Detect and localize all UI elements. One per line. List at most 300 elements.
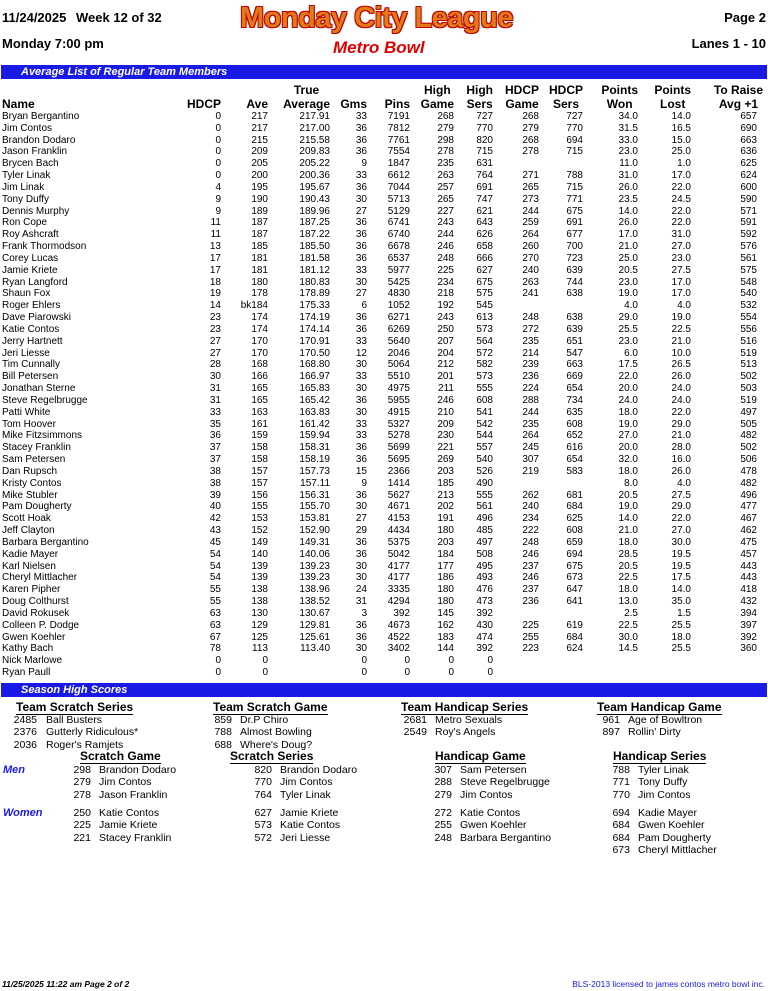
cell-high-series: 544 bbox=[476, 430, 493, 442]
cell-points-lost: 23.0 bbox=[671, 252, 691, 264]
table-row bbox=[0, 288, 768, 300]
cell-pins: 3335 bbox=[387, 584, 410, 596]
table-row bbox=[0, 336, 768, 348]
cell-name: Pam Dougherty bbox=[2, 501, 72, 513]
cell-points-lost: 10.0 bbox=[671, 347, 691, 359]
cell-games: 36 bbox=[355, 229, 367, 241]
cell-high-series: 476 bbox=[476, 584, 493, 596]
cell-pins: 4153 bbox=[387, 513, 410, 525]
team-handicap-series-heading: Team Handicap Series bbox=[401, 700, 529, 714]
cell-hdcp-game: 244 bbox=[522, 406, 539, 418]
cell-pins: 5627 bbox=[387, 489, 410, 501]
cell-points-won: 8.0 bbox=[624, 477, 638, 489]
cell-pins: 2366 bbox=[387, 465, 410, 477]
cell-hdcp-game: 260 bbox=[522, 241, 539, 253]
table-row bbox=[0, 561, 768, 573]
cell-ave: 139 bbox=[251, 572, 268, 584]
cell-hdcp: 45 bbox=[209, 536, 221, 548]
cell-points-won: 6.0 bbox=[624, 347, 638, 359]
cell-pins: 0 bbox=[404, 667, 410, 678]
cell-points-lost: 19.5 bbox=[671, 548, 691, 560]
cell-games: 36 bbox=[355, 217, 367, 229]
cell-name: Tyler Linak bbox=[2, 170, 51, 182]
cell-high-series: 573 bbox=[476, 323, 493, 335]
season-section-title: Season High Scores bbox=[21, 684, 128, 696]
cell-points-won: 25.0 bbox=[618, 252, 638, 264]
cell-ave: 165 bbox=[251, 394, 268, 406]
cell-hdcp: 38 bbox=[209, 477, 221, 489]
score-name: Jamie Kriete bbox=[99, 819, 158, 832]
cell-points-won: 23.0 bbox=[618, 335, 638, 347]
col-header-games: Gms bbox=[340, 97, 367, 111]
cell-games: 36 bbox=[355, 122, 367, 134]
cell-high-game: 210 bbox=[437, 406, 454, 418]
cell-hdcp-series: 624 bbox=[566, 643, 583, 655]
cell-high-series: 496 bbox=[476, 513, 493, 525]
cell-pins: 5510 bbox=[387, 371, 410, 383]
score-value: 298 bbox=[73, 764, 91, 776]
cell-ave: 138 bbox=[251, 584, 268, 596]
cell-pins: 6271 bbox=[387, 312, 410, 324]
table-row bbox=[0, 643, 768, 655]
cell-to-raise: 548 bbox=[740, 276, 757, 288]
cell-hdcp-series: 675 bbox=[566, 560, 583, 572]
col-header-points-lost: Points Lost bbox=[654, 83, 691, 111]
table-row bbox=[0, 324, 768, 336]
cell-hdcp-game: 235 bbox=[522, 418, 539, 430]
cell-true-average: 149.31 bbox=[299, 536, 330, 548]
score-value: 2549 bbox=[403, 726, 427, 739]
cell-points-lost: 22.0 bbox=[671, 205, 691, 217]
cell-points-lost: 18.0 bbox=[671, 631, 691, 643]
cell-true-average: 180.83 bbox=[299, 276, 330, 288]
table-row bbox=[0, 111, 768, 123]
cell-hdcp: 11 bbox=[210, 229, 221, 241]
cell-name: Tom Hoover bbox=[2, 418, 56, 430]
score-name: Almost Bowling bbox=[240, 726, 312, 739]
cell-games: 0 bbox=[361, 655, 367, 667]
cell-hdcp: 37 bbox=[209, 442, 221, 454]
col-header-to-raise: To Raise Avg +1 bbox=[713, 83, 763, 111]
cell-ave: 157 bbox=[251, 465, 268, 477]
cell-games: 33 bbox=[355, 371, 367, 383]
cell-ave: 158 bbox=[251, 442, 268, 454]
cell-to-raise: 503 bbox=[740, 383, 757, 395]
cell-true-average: 190.43 bbox=[299, 193, 330, 205]
score-name: Pam Dougherty bbox=[638, 831, 711, 844]
cell-high-series: 575 bbox=[476, 288, 493, 300]
cell-high-game: 177 bbox=[437, 560, 454, 572]
cell-hdcp-series: 700 bbox=[566, 241, 583, 253]
cell-name: Brandon Dodaro bbox=[2, 134, 76, 146]
cell-high-game: 234 bbox=[437, 276, 454, 288]
cell-games: 9 bbox=[361, 158, 367, 170]
table-row bbox=[0, 655, 768, 667]
cell-games: 30 bbox=[355, 383, 367, 395]
cell-hdcp: 0 bbox=[215, 134, 221, 146]
cell-hdcp-series: 651 bbox=[566, 335, 583, 347]
cell-ave: 149 bbox=[251, 536, 268, 548]
cell-pins: 4177 bbox=[387, 572, 410, 584]
cell-pins: 6269 bbox=[387, 323, 410, 335]
cell-high-game: 243 bbox=[437, 312, 454, 324]
score-value: 2376 bbox=[13, 726, 37, 739]
table-row bbox=[0, 632, 768, 644]
cell-pins: 7761 bbox=[387, 134, 410, 146]
cell-high-game: 212 bbox=[437, 359, 454, 371]
cell-ave: 139 bbox=[251, 560, 268, 572]
cell-pins: 5695 bbox=[387, 454, 410, 466]
cell-high-game: 265 bbox=[437, 193, 454, 205]
cell-games: 30 bbox=[355, 406, 367, 418]
cell-to-raise: 506 bbox=[740, 454, 757, 466]
cell-high-series: 613 bbox=[476, 312, 493, 324]
cell-hdcp-series: 771 bbox=[566, 193, 583, 205]
cell-hdcp-game: 264 bbox=[522, 229, 539, 241]
cell-high-series: 485 bbox=[476, 525, 493, 537]
cell-hdcp-game: 239 bbox=[522, 359, 539, 371]
cell-hdcp-series: 723 bbox=[566, 252, 583, 264]
cell-ave: 158 bbox=[251, 454, 268, 466]
cell-points-won: 17.5 bbox=[618, 359, 638, 371]
cell-name: Bryan Bergantino bbox=[2, 111, 80, 122]
table-row bbox=[0, 371, 768, 383]
cell-hdcp: 63 bbox=[209, 619, 221, 631]
cell-games: 33 bbox=[355, 264, 367, 276]
cell-pins: 1414 bbox=[387, 477, 410, 489]
score-name: Tyler Linak bbox=[280, 788, 331, 801]
cell-true-average: 170.50 bbox=[299, 347, 330, 359]
cell-hdcp: 27 bbox=[209, 335, 221, 347]
cell-games: 36 bbox=[355, 146, 367, 158]
cell-high-game: 211 bbox=[438, 383, 454, 395]
cell-games: 30 bbox=[355, 193, 367, 205]
cell-hdcp-series: 663 bbox=[566, 359, 583, 371]
cell-points-won: 18.0 bbox=[618, 536, 638, 548]
cell-pins: 6678 bbox=[387, 241, 410, 253]
cell-games: 31 bbox=[355, 596, 367, 608]
cell-to-raise: 482 bbox=[740, 477, 757, 489]
cell-hdcp: 67 bbox=[209, 631, 221, 643]
cell-points-lost: 25.0 bbox=[671, 146, 691, 158]
table-row bbox=[0, 206, 768, 218]
score-name: Katie Contos bbox=[460, 807, 521, 819]
cell-high-game: 243 bbox=[437, 217, 454, 229]
cell-points-lost: 4.0 bbox=[677, 477, 691, 489]
cell-ave: 217 bbox=[251, 122, 268, 134]
lanes-label: Lanes 1 - 10 bbox=[691, 36, 766, 51]
cell-games: 30 bbox=[355, 501, 367, 513]
cell-name: Tim Cunnally bbox=[2, 359, 60, 371]
score-name: Brandon Dodaro bbox=[99, 764, 177, 776]
cell-points-lost: 28.0 bbox=[671, 442, 691, 454]
cell-to-raise: 519 bbox=[740, 394, 757, 406]
cell-ave: 170 bbox=[251, 347, 268, 359]
cell-hdcp-game: 237 bbox=[522, 560, 539, 572]
cell-points-lost: 21.0 bbox=[671, 430, 691, 442]
score-name: Barbara Bergantino bbox=[460, 831, 552, 844]
table-row bbox=[0, 312, 768, 324]
cell-true-average: 189.96 bbox=[299, 205, 330, 217]
cell-points-lost: 26.0 bbox=[671, 371, 691, 383]
cell-true-average: 217.00 bbox=[299, 122, 330, 134]
cell-pins: 4673 bbox=[387, 619, 410, 631]
cell-hdcp: 78 bbox=[209, 643, 221, 655]
cell-high-series: 608 bbox=[476, 394, 493, 406]
cell-points-won: 17.0 bbox=[618, 229, 638, 241]
cell-ave: 180 bbox=[251, 276, 268, 288]
cell-to-raise: 513 bbox=[740, 359, 757, 371]
cell-to-raise: 502 bbox=[740, 371, 757, 383]
cell-pins: 5327 bbox=[387, 418, 410, 430]
cell-name: Kristy Contos bbox=[2, 477, 62, 489]
cell-name: Shaun Fox bbox=[2, 288, 51, 300]
league-title: Monday City League bbox=[240, 2, 513, 34]
cell-high-game: 278 bbox=[437, 146, 454, 158]
table-row bbox=[0, 620, 768, 632]
cell-games: 36 bbox=[355, 323, 367, 335]
scratch-game-heading: Scratch Game bbox=[80, 749, 161, 763]
score-name: Age of Bowltron bbox=[628, 714, 703, 726]
cell-to-raise: 561 bbox=[740, 252, 757, 264]
cell-hdcp-series: 681 bbox=[566, 489, 583, 501]
cell-pins: 4975 bbox=[387, 383, 410, 395]
cell-true-average: 175.33 bbox=[299, 300, 330, 312]
score-value: 770 bbox=[612, 788, 630, 801]
score-name: Roy's Angels bbox=[435, 726, 496, 739]
cell-to-raise: 532 bbox=[740, 300, 757, 312]
cell-name: Ryan Langford bbox=[2, 276, 68, 288]
col-header-hdcp-game: HDCP Game bbox=[504, 83, 539, 111]
cell-high-series: 573 bbox=[476, 371, 493, 383]
day-time: Monday 7:00 pm bbox=[2, 36, 104, 51]
table-row bbox=[0, 442, 768, 454]
cell-hdcp: 30 bbox=[209, 371, 221, 383]
cell-to-raise: 575 bbox=[740, 264, 757, 276]
cell-ave: 195 bbox=[251, 181, 268, 193]
cell-points-won: 20.5 bbox=[618, 489, 638, 501]
cell-pins: 7554 bbox=[387, 146, 410, 158]
cell-games: 27 bbox=[355, 288, 367, 300]
cell-to-raise: 636 bbox=[740, 146, 757, 158]
cell-hdcp: 39 bbox=[209, 489, 221, 501]
cell-points-won: 21.0 bbox=[618, 525, 638, 537]
cell-hdcp-series: 669 bbox=[566, 371, 583, 383]
cell-hdcp-series: 547 bbox=[566, 347, 583, 359]
cell-name: Jeff Clayton bbox=[2, 525, 55, 537]
cell-true-average: 215.58 bbox=[299, 134, 330, 146]
table-row bbox=[0, 513, 768, 525]
score-name: Kadie Mayer bbox=[638, 807, 697, 819]
cell-ave: 174 bbox=[251, 312, 268, 324]
score-name: Where's Doug? bbox=[240, 738, 313, 751]
cell-name: Barbara Bergantino bbox=[2, 536, 89, 548]
cell-points-lost: 26.5 bbox=[671, 359, 691, 371]
cell-games: 3 bbox=[361, 607, 367, 619]
cell-games: 36 bbox=[355, 631, 367, 643]
cell-hdcp: 13 bbox=[209, 241, 221, 253]
footer-license: BLS-2013 licensed to james contos metro bowl inc. bbox=[572, 979, 765, 989]
cell-name: Roy Ashcraft bbox=[2, 229, 59, 241]
table-row bbox=[0, 572, 768, 584]
col-header-name: Name bbox=[2, 97, 35, 111]
cell-pins: 5278 bbox=[387, 430, 410, 442]
cell-games: 29 bbox=[355, 525, 367, 537]
cell-points-won: 14.5 bbox=[618, 643, 638, 655]
cell-hdcp: 0 bbox=[215, 146, 221, 158]
cell-ave: 0 bbox=[262, 667, 268, 678]
cell-high-game: 207 bbox=[437, 335, 454, 347]
cell-to-raise: 592 bbox=[740, 229, 757, 241]
table-row bbox=[0, 182, 768, 194]
cell-true-average: 200.36 bbox=[299, 170, 330, 182]
cell-high-game: 269 bbox=[437, 454, 454, 466]
cell-to-raise: 600 bbox=[740, 181, 757, 193]
cell-true-average: 125.61 bbox=[299, 631, 330, 643]
cell-high-game: 0 bbox=[448, 667, 454, 678]
cell-games: 36 bbox=[355, 312, 367, 324]
score-value: 225 bbox=[73, 819, 91, 832]
cell-high-series: 545 bbox=[476, 300, 493, 312]
cell-points-lost: 15.0 bbox=[671, 134, 691, 146]
cell-games: 15 bbox=[355, 465, 367, 477]
cell-high-game: 257 bbox=[437, 181, 454, 193]
men-label: Men bbox=[3, 764, 25, 776]
score-value: 278 bbox=[73, 788, 91, 801]
cell-true-average: 185.50 bbox=[299, 241, 330, 253]
cell-hdcp-series: 583 bbox=[566, 465, 583, 477]
cell-high-series: 0 bbox=[487, 667, 493, 678]
cell-points-lost: 22.0 bbox=[671, 513, 691, 525]
cell-true-average: 129.81 bbox=[299, 619, 330, 631]
cell-ave: 125 bbox=[251, 631, 268, 643]
cell-points-won: 29.0 bbox=[618, 312, 638, 324]
cell-to-raise: 505 bbox=[740, 418, 757, 430]
score-name: Katie Contos bbox=[280, 819, 341, 832]
cell-hdcp: 0 bbox=[215, 667, 221, 678]
cell-to-raise: 690 bbox=[740, 122, 757, 134]
cell-true-average: 195.67 bbox=[299, 181, 330, 193]
cell-high-series: 691 bbox=[476, 181, 493, 193]
cell-games: 33 bbox=[355, 418, 367, 430]
cell-points-won: 18.0 bbox=[618, 584, 638, 596]
cell-ave: 163 bbox=[251, 406, 268, 418]
cell-hdcp: 0 bbox=[215, 122, 221, 134]
cell-hdcp: 40 bbox=[209, 501, 221, 513]
cell-hdcp: 42 bbox=[209, 513, 221, 525]
cell-pins: 6612 bbox=[387, 170, 410, 182]
cell-ave: 187 bbox=[251, 217, 268, 229]
cell-high-game: 0 bbox=[448, 655, 454, 667]
cell-points-won: 30.0 bbox=[618, 631, 638, 643]
cell-hdcp: 31 bbox=[209, 383, 221, 395]
cell-true-average: 153.81 bbox=[299, 513, 330, 525]
cell-points-won: 18.0 bbox=[618, 406, 638, 418]
cell-high-game: 144 bbox=[437, 643, 454, 655]
bowling-center: Metro Bowl bbox=[333, 38, 425, 57]
cell-true-average: 165.83 bbox=[299, 383, 330, 395]
cell-games: 36 bbox=[355, 536, 367, 548]
cell-to-raise: 457 bbox=[740, 548, 757, 560]
scratch-series-heading: Scratch Series bbox=[230, 749, 314, 763]
cell-ave: 217 bbox=[251, 111, 268, 122]
score-name: Gwen Koehler bbox=[638, 819, 705, 832]
cell-hdcp-game: 273 bbox=[522, 193, 539, 205]
cell-points-lost: 16.0 bbox=[671, 454, 691, 466]
cell-ave: 168 bbox=[251, 359, 268, 371]
cell-true-average: 158.19 bbox=[299, 454, 330, 466]
cell-hdcp: 54 bbox=[209, 560, 221, 572]
cell-hdcp-game: 270 bbox=[522, 252, 539, 264]
cell-high-game: 230 bbox=[437, 430, 454, 442]
cell-true-average: 157.73 bbox=[299, 465, 330, 477]
cell-high-game: 183 bbox=[437, 631, 454, 643]
table-row bbox=[0, 667, 768, 679]
cell-hdcp-series: 715 bbox=[566, 146, 583, 158]
table-row bbox=[0, 454, 768, 466]
cell-high-series: 715 bbox=[476, 146, 493, 158]
cell-name: Gwen Koehler bbox=[2, 631, 66, 643]
cell-true-average: 209.83 bbox=[299, 146, 330, 158]
cell-ave: 209 bbox=[251, 146, 268, 158]
cell-to-raise: 519 bbox=[740, 347, 757, 359]
cell-high-series: 643 bbox=[476, 217, 493, 229]
cell-to-raise: 497 bbox=[740, 406, 757, 418]
women-label: Women bbox=[3, 807, 43, 819]
cell-hdcp: 17 bbox=[209, 252, 221, 264]
cell-hdcp-game: 225 bbox=[522, 619, 539, 631]
cell-games: 36 bbox=[355, 454, 367, 466]
col-header-points-won: Points Won bbox=[601, 83, 638, 111]
cell-pins: 3402 bbox=[387, 643, 410, 655]
cell-hdcp: 54 bbox=[209, 548, 221, 560]
cell-true-average: 139.23 bbox=[299, 572, 330, 584]
cell-points-won: 23.0 bbox=[618, 146, 638, 158]
score-value: 897 bbox=[602, 726, 620, 739]
cell-true-average: 157.11 bbox=[300, 477, 330, 489]
table-row bbox=[0, 584, 768, 596]
cell-points-lost: 16.5 bbox=[671, 122, 691, 134]
cell-high-series: 392 bbox=[476, 643, 493, 655]
cell-true-average: 139.23 bbox=[299, 560, 330, 572]
cell-pins: 7191 bbox=[387, 111, 410, 122]
table-row bbox=[0, 407, 768, 419]
cell-true-average: 155.70 bbox=[299, 501, 330, 513]
cell-to-raise: 478 bbox=[740, 465, 757, 477]
cell-games: 0 bbox=[361, 667, 367, 678]
score-name: Jamie Kriete bbox=[280, 807, 339, 819]
cell-hdcp: 11 bbox=[210, 217, 221, 229]
cell-points-lost: 14.0 bbox=[671, 111, 691, 122]
cell-name: Dave Piarowski bbox=[2, 312, 71, 324]
score-value: 684 bbox=[612, 831, 630, 844]
cell-hdcp: 9 bbox=[215, 205, 221, 217]
cell-points-lost: 25.5 bbox=[671, 619, 691, 631]
cell-name: Nick Marlowe bbox=[2, 655, 63, 667]
cell-hdcp: 31 bbox=[209, 394, 221, 406]
score-name: Tony Duffy bbox=[638, 776, 688, 789]
cell-ave: 200 bbox=[251, 170, 268, 182]
cell-ave: 130 bbox=[251, 607, 268, 619]
cell-points-won: 20.5 bbox=[618, 264, 638, 276]
cell-high-series: 627 bbox=[476, 264, 493, 276]
cell-pins: 5425 bbox=[387, 276, 410, 288]
table-row bbox=[0, 348, 768, 360]
cell-name: Jerry Hartnett bbox=[2, 335, 63, 347]
cell-games: 24 bbox=[355, 584, 367, 596]
cell-hdcp: 0 bbox=[215, 158, 221, 170]
cell-high-series: 557 bbox=[476, 442, 493, 454]
